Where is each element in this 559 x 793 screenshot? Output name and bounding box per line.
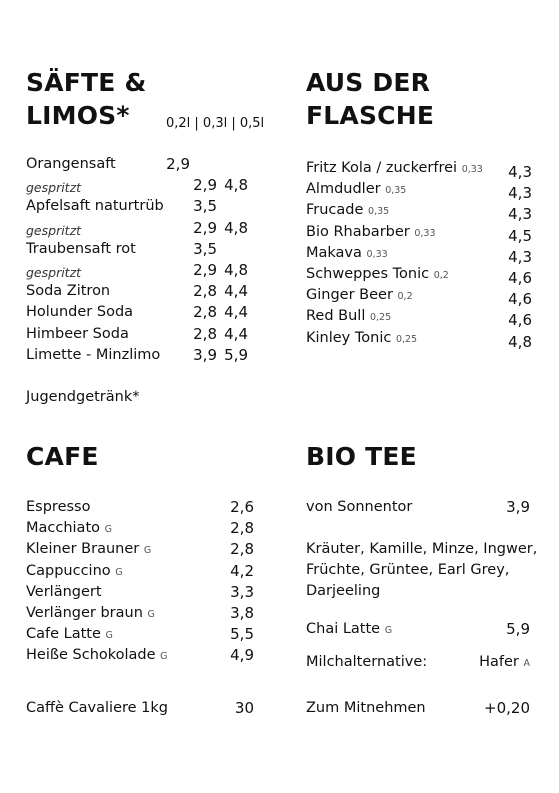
price-medium: 2,8 — [193, 303, 217, 322]
menu-item-name: gespritzt — [26, 222, 82, 238]
bottle-item-price: 4,6 — [508, 269, 532, 287]
price-medium: 3,5 — [193, 197, 217, 216]
menu-item-name: Apfelsaft naturtrüb — [26, 198, 164, 215]
coffee-item-name: Kleiner Brauner — [26, 541, 140, 558]
menu-item-name: gespritzt — [26, 265, 82, 280]
bottle-item — [306, 243, 388, 265]
section-title-saefte-line1: SÄFTE & — [26, 68, 147, 97]
coffee-item — [26, 518, 112, 540]
bottle-item — [306, 222, 436, 244]
bottle-item — [306, 285, 413, 307]
bottle-item-volume: 0,33 — [461, 164, 483, 175]
coffee-item-price: 2,8 — [230, 519, 254, 538]
coffee-item — [26, 539, 151, 561]
coffee-item-mark: G — [147, 609, 155, 620]
bottle-item — [306, 328, 417, 350]
milk-alternative-value — [440, 652, 530, 674]
tee-variety-line: Früchte, Grüntee, Earl Grey, — [306, 562, 510, 578]
bottle-item-name: Fritz Kola / zuckerfrei — [306, 160, 458, 176]
bottle-item-price: 4,6 — [508, 311, 532, 330]
price-medium: 3,9 — [193, 345, 217, 364]
bottle-item-volume: 0,35 — [385, 185, 407, 197]
bottle-item — [306, 264, 449, 286]
menu-item-name: Traubensaft rot — [26, 240, 136, 257]
bottle-item — [306, 200, 389, 222]
bottle-item-volume: 0,25 — [395, 333, 418, 345]
bottle-item-volume: 0,25 — [369, 312, 392, 324]
price-large: 4,4 — [224, 303, 248, 322]
menu-item-name: Soda Zitron — [26, 283, 111, 300]
price-medium: 2,8 — [193, 282, 217, 301]
price-large: 4,8 — [224, 176, 248, 195]
coffee-item-price: 3,3 — [230, 582, 254, 601]
coffee-item-mark: G — [104, 524, 112, 536]
bottle-item-name: Kinley Tonic — [306, 329, 392, 346]
section-title-flasche-line1: AUS DER — [306, 68, 431, 97]
bottle-item-price: 4,8 — [508, 332, 532, 351]
price-small: 2,9 — [166, 155, 190, 173]
price-medium: 2,8 — [193, 324, 217, 343]
menu-item-name: Orangensaft — [26, 156, 116, 172]
chai-latte-price: 5,9 — [506, 620, 530, 638]
coffee-item-name: Verlänger braun — [26, 605, 143, 621]
bottle-item-price: 4,3 — [508, 205, 532, 224]
tee-varieties — [306, 539, 537, 602]
coffee-item-price: 5,5 — [230, 625, 254, 644]
bottle-item — [306, 179, 406, 201]
bottle-item-price: 4,3 — [508, 184, 532, 203]
bottle-item-name: Almdudler — [306, 181, 381, 198]
tee-variety-line: Kräuter, Kamille, Minze, Ingwer, — [306, 541, 538, 557]
price-medium: 3,5 — [193, 239, 217, 258]
bottle-item-volume: 0,33 — [414, 227, 436, 239]
section-title-tee: BIO TEE — [306, 442, 417, 471]
coffee-item-mark: G — [160, 651, 168, 663]
price-large: 4,4 — [224, 324, 248, 343]
section-title-cafe: CAFE — [26, 442, 99, 471]
cafe-special-price: 30 — [234, 699, 254, 717]
to-go-label: Zum Mitnehmen — [306, 700, 426, 716]
coffee-item-mark: G — [105, 630, 113, 642]
milk-alternative-mark: A — [523, 658, 530, 669]
price-medium: 2,9 — [193, 218, 217, 237]
section-title-flasche-line2: FLASCHE — [306, 101, 435, 130]
coffee-item-price: 2,6 — [230, 498, 254, 516]
bottle-item — [306, 306, 391, 328]
bottle-item-volume: 0,2 — [397, 291, 413, 303]
bottle-item-price: 4,3 — [508, 247, 532, 266]
price-medium: 2,9 — [193, 261, 217, 279]
price-large: 4,8 — [224, 261, 248, 279]
bottle-item-price: 4,3 — [508, 163, 532, 181]
size-header: 0,2l | 0,3l | 0,5l — [166, 116, 265, 131]
bottle-item-name: Schweppes Tonic — [306, 266, 430, 282]
price-large: 5,9 — [224, 345, 248, 364]
menu-item-name: gespritzt — [26, 180, 82, 196]
menu-item-name: Himbeer Soda — [26, 325, 129, 342]
coffee-item-price: 4,2 — [230, 561, 254, 580]
menu-item-name: Holunder Soda — [26, 304, 134, 321]
tee-variety-line: Darjeeling — [306, 583, 381, 599]
bottle-item — [306, 158, 483, 180]
coffee-item — [26, 582, 102, 603]
to-go-surcharge: +0,20 — [484, 699, 530, 717]
coffee-item — [26, 561, 123, 583]
chai-latte-mark: G — [384, 625, 393, 636]
bottle-item-name: Bio Rhabarber — [306, 223, 410, 240]
coffee-item — [26, 645, 168, 667]
coffee-item-name: Macchiato — [26, 520, 101, 537]
chai-latte-name: Chai Latte — [306, 621, 381, 637]
footnote-jugendgetraenk: Jugendgetränk* — [26, 389, 140, 405]
coffee-item — [26, 624, 113, 646]
coffee-item-price: 3,8 — [230, 604, 254, 622]
coffee-item-name: Verlängert — [26, 583, 102, 600]
coffee-item-price: 4,9 — [230, 646, 254, 665]
bottle-item-volume: 0,35 — [368, 206, 390, 218]
coffee-item-name: Cappuccino — [26, 562, 111, 579]
bottle-item-price: 4,6 — [508, 290, 532, 309]
milk-alternative-name: Hafer — [479, 654, 519, 670]
price-large: 4,4 — [224, 282, 248, 301]
tee-brand-name: von Sonnentor — [306, 499, 413, 515]
milk-alternative-label: Milchalternative: — [306, 654, 428, 670]
price-large: 4,8 — [224, 218, 248, 237]
price-medium: 2,9 — [193, 176, 217, 195]
bottle-item-volume: 0,2 — [433, 270, 449, 281]
coffee-item-price: 2,8 — [230, 540, 254, 559]
coffee-item-name: Espresso — [26, 499, 91, 515]
coffee-item-name: Cafe Latte — [26, 626, 101, 643]
bottle-item-name: Makava — [306, 244, 362, 261]
bottle-item-volume: 0,33 — [366, 248, 388, 260]
tee-brand-price: 3,9 — [506, 498, 530, 516]
coffee-item-name: Heiße Schokolade — [26, 647, 156, 664]
coffee-item — [26, 497, 90, 518]
bottle-item-name: Red Bull — [306, 308, 366, 325]
bottle-item-name: Frucade — [306, 202, 364, 219]
section-title-saefte-line2: LIMOS* — [26, 101, 130, 130]
coffee-item-mark: G — [115, 566, 123, 578]
coffee-item-mark: G — [143, 545, 152, 557]
coffee-item — [26, 603, 155, 625]
bottle-item-price: 4,5 — [508, 226, 532, 245]
menu-item-name: Limette - Minzlimo — [26, 346, 161, 363]
cafe-special-name: Caffè Cavaliere 1kg — [26, 700, 168, 716]
bottle-item-name: Ginger Beer — [306, 287, 393, 304]
chai-latte — [306, 619, 392, 641]
